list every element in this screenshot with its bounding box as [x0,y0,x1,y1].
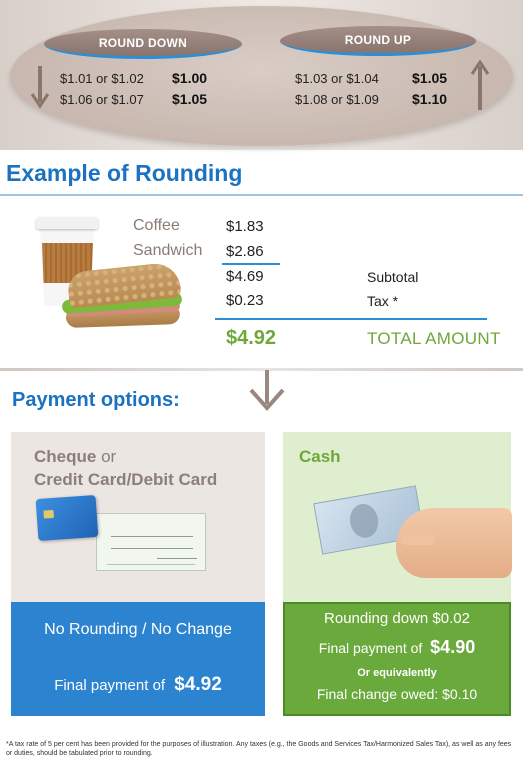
round-up-result-2: $1.10 [412,91,448,107]
title-divider [0,194,523,196]
cash-final-prefix: Final payment of [318,640,423,656]
cash-final-payment [285,637,509,658]
example-title: Example of Rounding [6,160,243,186]
cheque-final-payment [11,674,265,696]
no-rounding-text: No Rounding / No Change [44,621,232,638]
total-amount: $4.92 [226,327,277,349]
round-up-amounts-1: $1.03 or $1.04 [295,71,379,86]
round-down-amounts-2: $1.06 or $1.07 [60,92,144,107]
round-up-amounts-2: $1.08 or $1.09 [295,92,379,107]
cheque-image [96,513,206,571]
round-up-label: ROUND UP [280,26,476,56]
arrow-down-icon [30,66,50,110]
subtotal-amount: $4.69 [226,268,264,285]
tax-footnote: *A tax rate of 5 per cent has been provided for the purposes of illustration. Any taxes (e.g., the Goods and Services Tax/Harmonized Sales Tax), as well as any fees or duties, should be tabulated prior to rounding. [6,741,512,757]
item-name-coffee: Coffee [133,217,180,234]
credit-card-image [36,495,99,541]
tax-amount: $0.23 [226,292,264,309]
chevron-down-icon [247,370,287,412]
payment-options-title: Payment options: [12,389,180,411]
cash-heading: Cash [299,447,341,466]
card-heading: Credit Card/Debit Card [34,470,218,489]
subtotal-label: Subtotal [367,269,419,285]
item-price-sandwich: $2.86 [226,243,264,260]
tax-label: Tax * [367,293,399,309]
or-equivalently-text: Or equivalently [357,667,437,679]
cheque-final-prefix: Final payment of [54,677,166,694]
rounding-down-box [283,602,511,716]
round-down-result-2: $1.05 [172,91,208,107]
arrow-up-icon [470,60,490,110]
round-down-result-1: $1.00 [172,70,208,86]
final-change-text: Final change owed: $0.10 [316,686,478,702]
cheque-final-amount: $4.92 [174,674,222,695]
cash-final-amount: $4.90 [430,637,476,657]
cheque-heading-bold: Cheque [34,447,97,466]
cheque-heading [34,447,116,467]
round-down-amounts-1: $1.01 or $1.02 [60,71,144,86]
rounding-down-text: Rounding down $0.02 [324,610,470,627]
total-rule [215,318,487,320]
item-price-coffee: $1.83 [226,218,264,235]
item-name-sandwich: Sandwich [133,242,203,259]
cheque-heading-or: or [96,447,117,466]
round-down-label: ROUND DOWN [44,29,242,59]
round-up-result-1: $1.05 [412,70,448,86]
total-label: TOTAL AMOUNT [367,329,501,348]
no-rounding-box [11,602,265,716]
subtotal-rule [222,263,280,265]
